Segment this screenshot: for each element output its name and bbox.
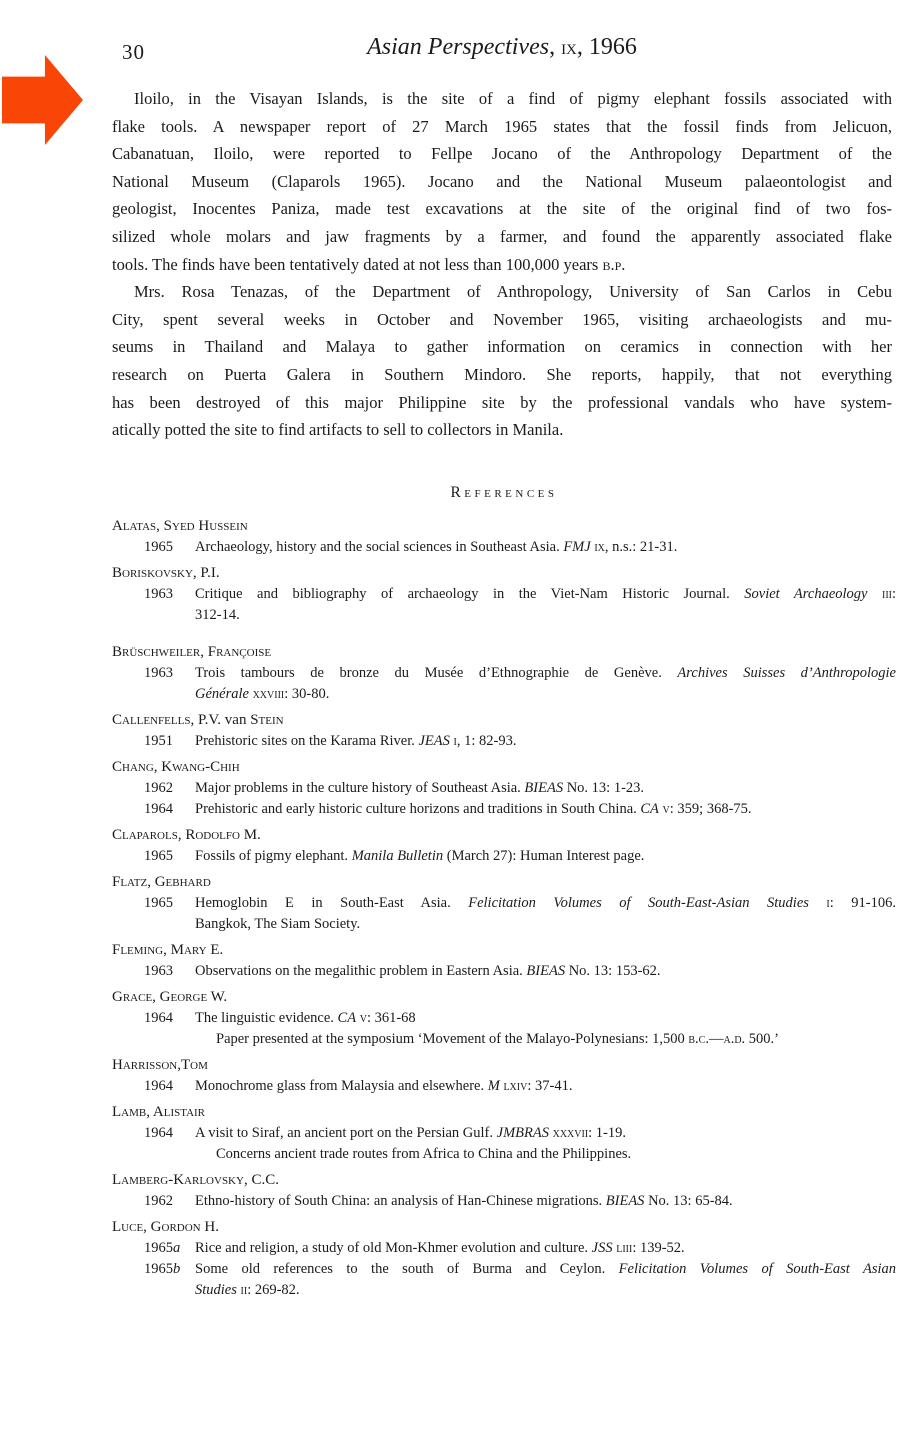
paragraph-line: City, spent several weeks in October and November 1965, visiting archaeologists and mu- — [112, 309, 892, 329]
reference-body — [195, 1008, 896, 1029]
reference-item — [112, 1259, 896, 1301]
paragraph — [112, 278, 892, 444]
paragraph-line: Iloilo, in the Visayan Islands, is the site of a find of pigmy elephant fossils associated with — [134, 89, 892, 108]
reference-year: 1964 — [144, 1078, 173, 1094]
reference-note: Paper presented at the symposium ‘Movement of the Malayo-Polynesians: 1,500 b.c.—a.d. 500.’ — [216, 1031, 780, 1047]
reference-item — [112, 731, 896, 752]
reference-body — [195, 1238, 896, 1259]
reference-year: 1962 — [144, 780, 173, 796]
reference-text-line: Studies ii: 269-82. — [195, 1282, 300, 1298]
reference-item — [112, 778, 896, 799]
reference-year: 1965 — [144, 848, 173, 864]
reference-author: Lamb, Alistair — [112, 1104, 206, 1120]
reference-body — [195, 1123, 896, 1144]
reference-year: 1965a — [144, 1240, 181, 1256]
reference-text-line: 312-14. — [195, 607, 240, 623]
reference-text-line: Ethno-history of South China: an analysis of Han-Chinese migrations. BIEAS No. 13: 65-84. — [195, 1193, 733, 1209]
reference-entry — [112, 710, 896, 752]
paragraph — [112, 85, 892, 278]
reference-year: 1964 — [144, 801, 173, 817]
reference-item — [112, 1076, 896, 1097]
reference-body — [195, 961, 896, 982]
reference-entry — [112, 872, 896, 935]
reference-author: Boriskovsky, P.I. — [112, 565, 220, 581]
reference-year: 1965 — [144, 539, 173, 555]
reference-body — [195, 663, 896, 705]
reference-entry — [112, 1055, 896, 1097]
reference-text-line: Trois tambours de bronze du Musée d’Ethnographie de Genève. Archives Suisses d’Anthropologie — [195, 665, 896, 681]
reference-text-line: Générale xxviii: 30-80. — [195, 686, 330, 702]
reference-text-line: Fossils of pigmy elephant. Manila Bulletin (March 27): Human Interest page. — [195, 848, 645, 864]
reference-item — [112, 1238, 896, 1259]
paragraph-line: research on Puerta Galera in Southern Mindoro. She reports, happily, that not everything — [112, 364, 892, 384]
reference-author: Luce, Gordon H. — [112, 1219, 219, 1235]
reference-entry — [112, 757, 896, 820]
reference-body — [195, 778, 896, 799]
paragraph-line: tools. The finds have been tentatively dated at not less than 100,000 years b.p. — [112, 254, 626, 274]
reference-entry — [112, 1217, 896, 1301]
annotation-arrow-icon — [2, 55, 83, 145]
reference-item — [112, 893, 896, 935]
reference-text-line: Hemoglobin E in South-East Asia. Felicitation Volumes of South-East-Asian Studies i: 91-106. — [195, 895, 897, 911]
reference-author: Harrisson,Tom — [112, 1057, 208, 1073]
reference-item — [112, 1123, 896, 1144]
reference-body — [195, 731, 896, 752]
running-head: Asian Perspectives, ix, 1966 — [367, 34, 637, 60]
reference-item — [112, 1008, 896, 1029]
reference-text-line: Prehistoric sites on the Karama River. JEAS i, 1: 82-93. — [195, 733, 517, 749]
reference-entry — [112, 987, 896, 1050]
reference-year: 1962 — [144, 1193, 173, 1209]
reference-text-line: The linguistic evidence. CA v: 361-68 — [195, 1010, 416, 1026]
reference-year: 1965 — [144, 895, 173, 911]
body-paragraphs — [112, 85, 892, 444]
reference-author: Flatz, Gebhard — [112, 874, 211, 890]
reference-item — [112, 961, 896, 982]
reference-year: 1964 — [144, 1010, 173, 1026]
reference-item — [112, 663, 896, 705]
paragraph-line: National Museum (Claparols 1965). Jocano and the National Museum palaeontologist and — [112, 171, 892, 191]
paragraph-line: seums in Thailand and Malaya to gather information on ceramics in connection with her — [112, 337, 892, 357]
reference-text-line: Critique and bibliography of archaeology in the Viet-Nam Historic Journal. Soviet Archaeology iii: — [195, 586, 897, 602]
reference-body — [195, 893, 896, 935]
reference-text-line: A visit to Siraf, an ancient port on the Persian Gulf. JMBRAS xxxvii: 1-19. — [195, 1125, 627, 1141]
reference-entry — [112, 825, 896, 867]
reference-item — [112, 584, 896, 626]
reference-text-line: Bangkok, The Siam Society. — [195, 916, 361, 932]
paragraph-line: atically potted the site to find artifacts to sell to collectors in Manila. — [112, 420, 564, 440]
reference-text-line: Prehistoric and early historic culture horizons and traditions in South China. CA v: 359; 368-75. — [195, 801, 752, 817]
reference-year: 1963 — [144, 586, 173, 602]
reference-text-line: Some old references to the south of Burma and Ceylon. Felicitation Volumes of South-East Asian — [195, 1261, 896, 1277]
reference-text-line: Major problems in the culture history of Southeast Asia. BIEAS No. 13: 1-23. — [195, 780, 645, 796]
reference-text-line: Monochrome glass from Malaysia and elsewhere. M lxiv: 37-41. — [195, 1078, 573, 1094]
reference-entry — [112, 1170, 896, 1212]
paragraph-line: geologist, Inocentes Paniza, made test excavations at the site of the original find of two fos- — [112, 199, 892, 219]
reference-text-line: Archaeology, history and the social sciences in Southeast Asia. FMJ ix, n.s.: 21-31. — [195, 539, 678, 555]
reference-body — [195, 1076, 896, 1097]
paragraph-line: Cabanatuan, Iloilo, were reported to Fellpe Jocano of the Anthropology Department of the — [112, 144, 892, 164]
page-number: 30 — [122, 40, 145, 64]
reference-year: 1965b — [144, 1261, 181, 1277]
reference-item — [112, 1191, 896, 1212]
reference-author: Brüschweiler, Françoise — [112, 644, 272, 660]
paragraph-line: has been destroyed of this major Philippine site by the professional vandals who have system- — [112, 392, 892, 412]
reference-item — [112, 846, 896, 867]
reference-entry — [112, 940, 896, 982]
paragraph-line: Mrs. Rosa Tenazas, of the Department of Anthropology, University of San Carlos in Cebu — [134, 282, 892, 302]
reference-body — [195, 846, 896, 867]
reference-item — [112, 799, 896, 820]
reference-body — [195, 1191, 896, 1212]
paragraph-line: silized whole molars and jaw fragments by a farmer, and found the apparently associated flake — [112, 226, 892, 246]
reference-body — [195, 584, 896, 626]
reference-year: 1963 — [144, 665, 173, 681]
reference-entry — [112, 642, 896, 705]
reference-author: Grace, George W. — [112, 989, 228, 1005]
references-section — [112, 484, 896, 1301]
reference-note: Concerns ancient trade routes from Africa to China and the Philippines. — [216, 1146, 632, 1162]
reference-author: Fleming, Mary E. — [112, 942, 224, 958]
reference-year: 1963 — [144, 963, 173, 979]
reference-author: Alatas, Syed Hussein — [112, 518, 248, 534]
reference-author: Claparols, Rodolfo M. — [112, 827, 261, 843]
reference-body — [195, 799, 896, 820]
reference-author: Callenfells, P.V. van Stein — [112, 712, 284, 728]
reference-author: Chang, Kwang-Chih — [112, 759, 240, 775]
reference-year: 1951 — [144, 733, 173, 749]
reference-entry — [112, 516, 896, 558]
paragraph-line: flake tools. A newspaper report of 27 March 1965 states that the fossil finds from Jelicuon, — [112, 116, 892, 136]
reference-text-line: Observations on the megalithic problem in Eastern Asia. BIEAS No. 13: 153-62. — [195, 963, 661, 979]
reference-body — [195, 537, 896, 558]
references-list — [112, 516, 896, 1301]
reference-text-line: Rice and religion, a study of old Mon-Khmer evolution and culture. JSS liii: 139-52. — [195, 1240, 685, 1256]
reference-body — [195, 1259, 896, 1301]
reference-item — [112, 537, 896, 558]
reference-author: Lamberg-Karlovsky, C.C. — [112, 1172, 279, 1188]
reference-entry — [112, 1102, 896, 1165]
reference-entry — [112, 563, 896, 626]
references-heading: References — [450, 484, 558, 501]
reference-year: 1964 — [144, 1125, 173, 1141]
